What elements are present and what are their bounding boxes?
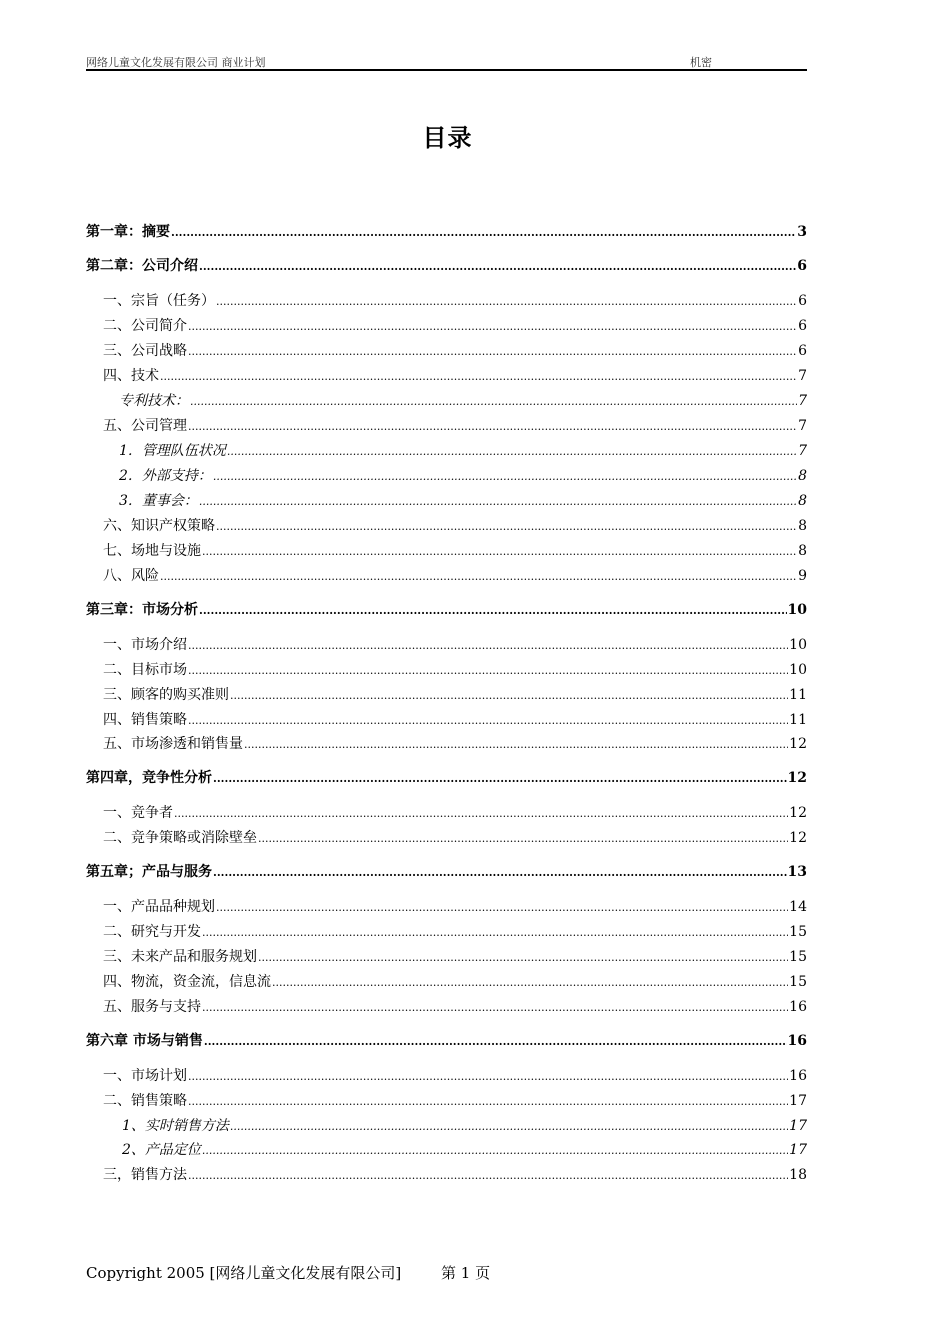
- toc-entry[interactable]: [86, 828, 807, 848]
- toc-entry-page: 15: [789, 949, 807, 965]
- toc-entry-page: 16: [789, 1068, 807, 1084]
- toc-entry[interactable]: [86, 768, 807, 788]
- toc-leader-dots: [188, 660, 788, 681]
- toc-entry-title: 3．董事会：: [119, 493, 198, 509]
- toc-entry-page: 17: [789, 1142, 807, 1158]
- toc-leader-dots: [160, 566, 797, 587]
- toc-leader-dots: [272, 972, 788, 993]
- toc-entry[interactable]: [86, 516, 807, 536]
- toc-leader-dots: [188, 316, 797, 337]
- toc-entry-page: 10: [789, 637, 807, 653]
- toc-entry-title: 第一章：摘要: [86, 224, 170, 240]
- toc-entry-title: 三、公司战略: [103, 343, 187, 359]
- toc-entry-page: 6: [798, 318, 807, 334]
- toc-leader-dots: [258, 947, 788, 968]
- toc-entry[interactable]: [86, 341, 807, 361]
- toc-entry-page: 10: [789, 662, 807, 678]
- toc-entry-page: 6: [798, 293, 807, 309]
- toc-entry-page: 12: [789, 805, 807, 821]
- toc-leader-dots: [188, 341, 797, 362]
- toc-entry-page: 8: [798, 468, 807, 484]
- toc-entry-title: 一、宗旨（任务）: [103, 293, 215, 309]
- toc-entry[interactable]: [86, 1165, 807, 1185]
- toc-entry-title: 第三章：市场分析: [86, 602, 198, 618]
- toc-entry-title: 2．外部支持：: [119, 468, 212, 484]
- toc-entry[interactable]: [86, 256, 807, 276]
- toc-entry-title: 三、顾客的购买准则: [103, 687, 229, 703]
- toc-entry-title: 五、市场渗透和销售量: [103, 736, 243, 752]
- toc-entry-title: 1．管理队伍状况: [119, 443, 226, 459]
- toc-entry-title: 四、物流，资金流，信息流: [103, 974, 271, 990]
- toc-entry-page: 11: [789, 712, 807, 728]
- toc-entry-page: 7: [798, 368, 807, 384]
- toc-entry-page: 12: [789, 830, 807, 846]
- toc-entry-page: 17: [789, 1093, 807, 1109]
- toc-entry[interactable]: [86, 600, 807, 620]
- toc-entry-title: 八、风险: [103, 568, 159, 584]
- toc-entry[interactable]: [86, 972, 807, 992]
- toc-entry-page: 8: [798, 543, 807, 559]
- toc-leader-dots: [199, 491, 797, 512]
- toc-leader-dots: [190, 391, 797, 412]
- toc-entry[interactable]: [86, 803, 807, 823]
- toc-entry-page: 10: [787, 602, 807, 618]
- toc-entry-title: 二、竞争策略或消除壁垒: [103, 830, 257, 846]
- toc-entry-title: 五、服务与支持: [103, 999, 201, 1015]
- toc-entry-page: 17: [789, 1118, 807, 1134]
- toc-entry[interactable]: [86, 541, 807, 561]
- toc-entry-page: 12: [787, 770, 807, 786]
- footer-page-number: 第 1 页: [441, 1264, 491, 1282]
- toc-entry[interactable]: [86, 734, 807, 754]
- toc-entry[interactable]: [86, 291, 807, 311]
- toc-entry-page: 13: [787, 864, 807, 880]
- toc-entry-title: 一、竞争者: [103, 805, 173, 821]
- toc-entry[interactable]: [86, 1116, 807, 1136]
- toc-leader-dots: [174, 803, 788, 824]
- toc-leader-dots: [188, 1165, 788, 1186]
- toc-leader-dots: [160, 366, 797, 387]
- toc-leader-dots: [188, 710, 788, 731]
- toc-entry-page: 14: [789, 899, 807, 915]
- toc-entry-title: 第二章：公司介绍: [86, 258, 198, 274]
- page-footer: [86, 1262, 491, 1283]
- page-title: 目录: [422, 123, 473, 152]
- toc-entry-page: 16: [789, 999, 807, 1015]
- toc-entry[interactable]: [86, 391, 807, 411]
- toc-entry-title: 一、市场计划: [103, 1068, 187, 1084]
- toc-entry-title: 1、实时销售方法: [122, 1118, 229, 1134]
- toc-entry-page: 16: [787, 1033, 807, 1049]
- toc-entry[interactable]: [86, 1140, 807, 1160]
- toc-entry-title: 专利技术：: [119, 393, 189, 409]
- toc-leader-dots: [202, 1140, 788, 1161]
- toc-entry[interactable]: [86, 566, 807, 586]
- toc-entry[interactable]: [86, 922, 807, 942]
- page-header: [86, 52, 807, 71]
- toc-entry[interactable]: [86, 1091, 807, 1111]
- toc-entry[interactable]: [86, 1066, 807, 1086]
- toc-leader-dots: [199, 600, 787, 621]
- toc-entry-page: 7: [798, 418, 807, 434]
- toc-leader-dots: [213, 862, 787, 883]
- toc-leader-dots: [216, 897, 788, 918]
- toc-entry-page: 12: [789, 736, 807, 752]
- toc-entry[interactable]: [86, 897, 807, 917]
- toc-leader-dots: [202, 997, 788, 1018]
- toc-leader-dots: [188, 1066, 788, 1087]
- toc-leader-dots: [199, 256, 796, 277]
- toc-leader-dots: [202, 541, 797, 562]
- toc-leader-dots: [216, 291, 797, 312]
- footer-copyright: Copyright 2005 [网络儿童文化发展有限公司]: [86, 1264, 402, 1282]
- toc-leader-dots: [227, 441, 797, 462]
- toc-entry-page: 15: [789, 924, 807, 940]
- toc-leader-dots: [204, 1031, 787, 1052]
- toc-leader-dots: [188, 416, 797, 437]
- toc-leader-dots: [244, 734, 788, 755]
- toc-entry[interactable]: [86, 660, 807, 680]
- toc-entry-page: 18: [789, 1167, 807, 1183]
- toc-entry-title: 二、销售策略: [103, 1093, 187, 1109]
- toc-entry-page: 8: [798, 518, 807, 534]
- toc-leader-dots: [188, 635, 788, 656]
- toc-entry-title: 二、公司简介: [103, 318, 187, 334]
- toc-entry[interactable]: [86, 366, 807, 386]
- toc-entry[interactable]: [86, 947, 807, 967]
- toc-leader-dots: [216, 516, 797, 537]
- toc-entry[interactable]: [86, 491, 807, 511]
- toc-leader-dots: [188, 1091, 788, 1112]
- toc-entry-title: 六、知识产权策略: [103, 518, 215, 534]
- toc-leader-dots: [230, 1116, 788, 1137]
- toc-entry-title: 第六章 市场与销售: [86, 1033, 203, 1049]
- toc-entry-page: 8: [798, 493, 807, 509]
- toc-entry-title: 五、公司管理: [103, 418, 187, 434]
- toc-leader-dots: [171, 222, 796, 243]
- toc-leader-dots: [258, 828, 788, 849]
- toc-entry-title: 一、产品品种规划: [103, 899, 215, 915]
- toc-leader-dots: [230, 685, 788, 706]
- toc-entry-title: 二、目标市场: [103, 662, 187, 678]
- toc-entry-page: 9: [798, 568, 807, 584]
- toc-entry-title: 七、场地与设施: [103, 543, 201, 559]
- toc-entry-title: 三，销售方法: [103, 1167, 187, 1183]
- toc-entry[interactable]: [86, 316, 807, 336]
- header-confidential: 机密: [690, 56, 712, 69]
- toc-entry-title: 第五章；产品与服务: [86, 864, 212, 880]
- toc-entry[interactable]: [86, 441, 807, 461]
- toc-entry[interactable]: [86, 862, 807, 882]
- toc-entry[interactable]: [86, 997, 807, 1017]
- toc-entry[interactable]: [86, 416, 807, 436]
- toc-leader-dots: [213, 466, 797, 487]
- toc-entry-title: 一、市场介绍: [103, 637, 187, 653]
- toc-entry-title: 2、产品定位: [122, 1142, 201, 1158]
- toc-entry[interactable]: [86, 685, 807, 705]
- toc-entry[interactable]: [86, 222, 807, 242]
- toc-entry-page: 3: [797, 224, 807, 240]
- toc-entry[interactable]: [86, 710, 807, 730]
- toc-entry[interactable]: [86, 635, 807, 655]
- toc-entry-page: 7: [798, 393, 807, 409]
- toc-entry-title: 四、销售策略: [103, 712, 187, 728]
- toc-leader-dots: [202, 922, 788, 943]
- toc-entry-title: 三、未来产品和服务规划: [103, 949, 257, 965]
- toc-entry-page: 7: [798, 443, 807, 459]
- toc-leader-dots: [213, 768, 787, 789]
- toc-entry-page: 11: [789, 687, 807, 703]
- toc-entry-title: 第四章，竞争性分析: [86, 770, 212, 786]
- toc-entry[interactable]: [86, 1031, 807, 1051]
- toc-entry-page: 6: [798, 343, 807, 359]
- header-company: 网络儿童文化发展有限公司 商业计划: [86, 56, 266, 69]
- toc-entry-page: 15: [789, 974, 807, 990]
- toc-entry-title: 二、研究与开发: [103, 924, 201, 940]
- toc-entry-title: 四、技术: [103, 368, 159, 384]
- toc-entry[interactable]: [86, 466, 807, 486]
- toc-entry-page: 6: [797, 258, 807, 274]
